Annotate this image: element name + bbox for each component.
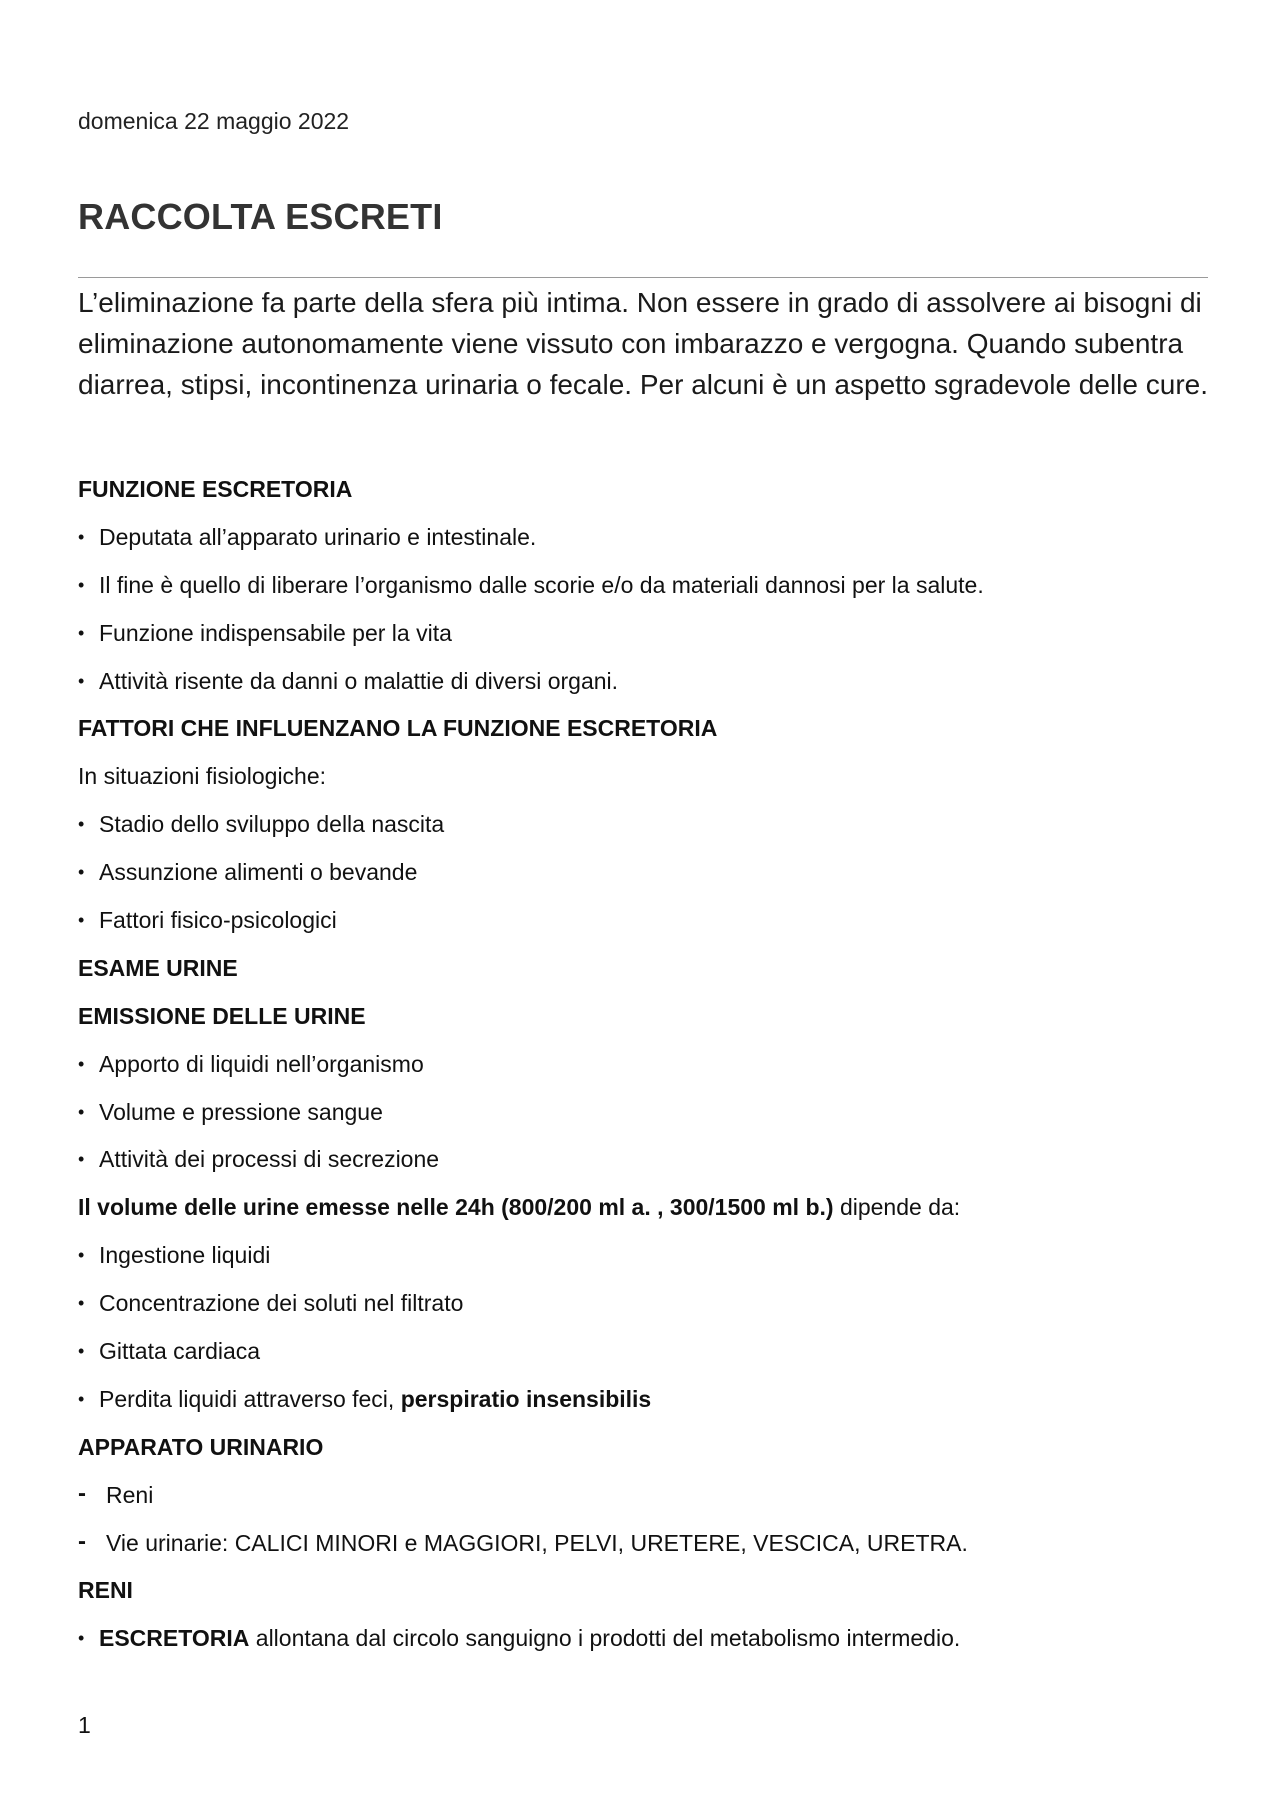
section-heading-fattori: FATTORI CHE INFLUENZANO LA FUNZIONE ESCRETORIA	[78, 715, 718, 742]
date: domenica 22 maggio 2022	[78, 108, 350, 134]
list-item: • Perdita liquidi attraverso feci, perspiratio insensibilis	[78, 1376, 1208, 1424]
list-item: • Fattori fisico-psicologici	[78, 897, 1208, 945]
list-item: - Vie urinarie: CALICI MINORI e MAGGIORI, PELVI, URETERE, VESCICA, URETRA.	[78, 1520, 1208, 1568]
paragraph: In situazioni fisiologiche:	[78, 763, 327, 790]
content	[78, 466, 1208, 1663]
section-heading-emissione: EMISSIONE DELLE URINE	[78, 1002, 366, 1029]
bullet-icon: •	[78, 1053, 85, 1074]
list-item: • Volume e pressione sangue	[78, 1089, 1208, 1137]
list-item: • Il fine è quello di liberare l’organismo dalle scorie e/o da materiali dannosi per la salute.	[78, 562, 1208, 610]
bullet-icon: •	[78, 1245, 85, 1266]
bullet-icon: •	[78, 862, 85, 883]
bullet-icon: •	[78, 814, 85, 835]
list-item: - Reni	[78, 1472, 1208, 1520]
bullet-icon: •	[78, 910, 85, 931]
list-item: • ESCRETORIA allontana dal circolo sanguigno i prodotti del metabolismo intermedio.	[78, 1615, 1208, 1663]
list-item: • Deputata all’apparato urinario e intestinale.	[78, 514, 1208, 562]
list-item: • Stadio dello sviluppo della nascita	[78, 801, 1208, 849]
section-heading-esame: ESAME URINE	[78, 954, 238, 981]
bullet-icon: •	[78, 1101, 85, 1122]
section-heading-funzione: FUNZIONE ESCRETORIA	[78, 476, 353, 502]
bullet-icon: •	[78, 1149, 85, 1170]
list-item: • Gittata cardiaca	[78, 1328, 1208, 1376]
dash-icon: -	[78, 1479, 86, 1507]
list-item: • Assunzione alimenti o bevande	[78, 849, 1208, 897]
page-number: 1	[78, 1712, 91, 1738]
dash-icon: -	[78, 1527, 86, 1555]
list-item: • Ingestione liquidi	[78, 1232, 1208, 1280]
bullet-icon: •	[78, 1341, 85, 1362]
section-heading-reni: RENI	[78, 1577, 133, 1604]
bullet-icon: •	[78, 670, 85, 691]
divider	[78, 277, 1208, 278]
page-title: RACCOLTA ESCRETI	[78, 196, 443, 237]
list-item: • Concentrazione dei soluti nel filtrato	[78, 1280, 1208, 1328]
intro-paragraph: L’eliminazione fa parte della sfera più intima. Non essere in grado di assolvere ai bisogni di eliminazione autonomamente viene vissuto con imbarazzo e vergogna. Quando subentra diarrea, stipsi, incontinenza urinaria o fecale. Per alcuni è un aspetto sgradevole delle cure.	[78, 287, 1208, 400]
list-item: • Funzione indispensabile per la vita	[78, 610, 1208, 658]
list-item: • Attività dei processi di secrezione	[78, 1136, 1208, 1184]
bullet-icon: •	[78, 574, 85, 595]
bullet-icon: •	[78, 526, 85, 547]
volume-paragraph: Il volume delle urine emesse nelle 24h (800/200 ml a. , 300/1500 ml b.) dipende da:	[78, 1194, 961, 1221]
bullet-icon: •	[78, 1293, 85, 1314]
bullet-icon: •	[78, 622, 85, 643]
bullet-icon: •	[78, 1628, 85, 1649]
list-item: • Apporto di liquidi nell’organismo	[78, 1041, 1208, 1089]
bullet-icon: •	[78, 1388, 85, 1409]
section-heading-apparato: APPARATO URINARIO	[78, 1433, 324, 1460]
list-item: • Attività risente da danni o malattie di diversi organi.	[78, 658, 1208, 706]
